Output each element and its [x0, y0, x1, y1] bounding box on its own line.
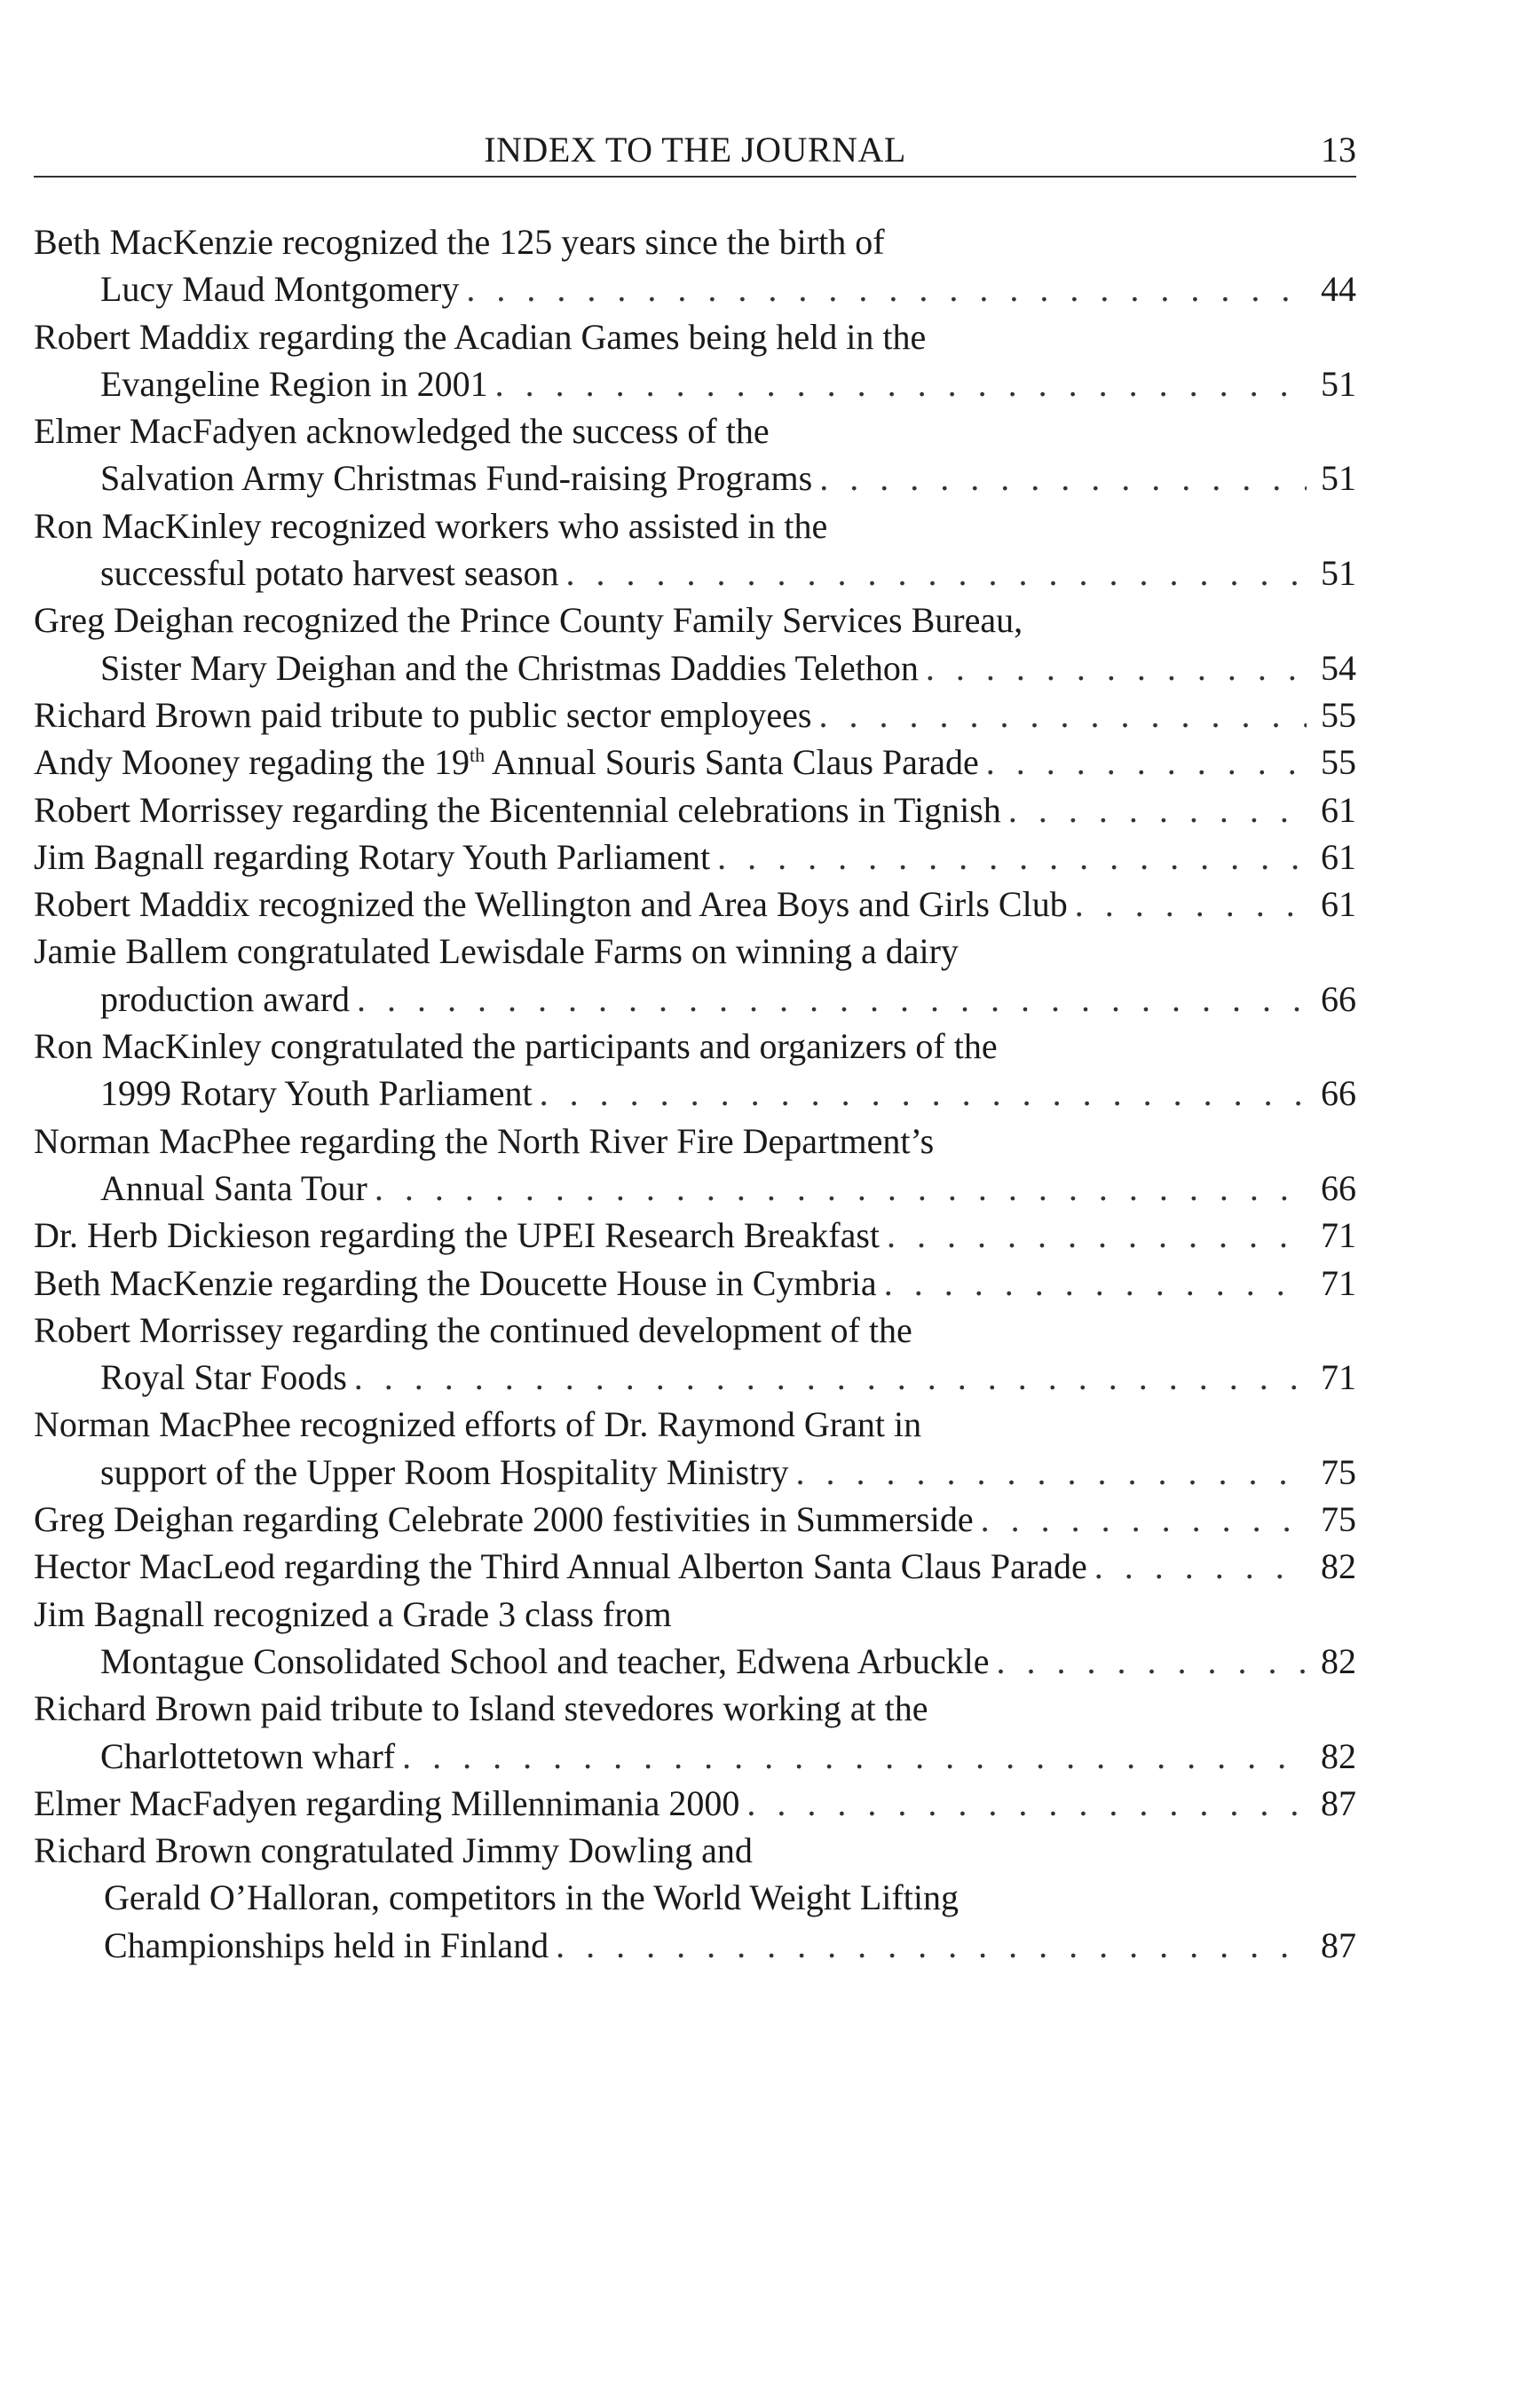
entry-text-part: Sister Mary Deighan and the Christmas Daddies Telethon — [100, 647, 919, 688]
entry-text-part: Lucy Maud Montgomery — [100, 269, 460, 310]
ordinal-superscript: th — [470, 744, 486, 767]
index-entry — [34, 1023, 1356, 1118]
entry-text-part: Jim Bagnall regarding Rotary Youth Parliament — [34, 836, 711, 877]
entry-line-with-page — [34, 881, 1356, 928]
entry-text — [34, 1496, 974, 1543]
entry-text-part: Dr. Herb Dickieson regarding the UPEI Research Breakfast — [34, 1215, 881, 1256]
entry-line-with-page — [34, 786, 1356, 834]
entry-text — [100, 360, 488, 407]
index-entry — [34, 218, 1356, 313]
dot-leader — [746, 1780, 1307, 1827]
entry-line: Norman MacPhee recognized efforts of Dr. Raymond Grant in — [34, 1404, 922, 1445]
entry-line-with-page — [34, 1165, 1356, 1212]
dot-leader — [495, 360, 1307, 407]
entry-line: Ron MacKinley recognized workers who assisted in the — [34, 505, 828, 546]
entry-text — [100, 549, 559, 597]
index-entry — [34, 407, 1356, 502]
entry-line: Norman MacPhee regarding the North River Fire Department’s — [34, 1120, 935, 1161]
entry-text — [100, 454, 812, 502]
entry-text — [100, 976, 350, 1023]
index-entry — [34, 786, 1356, 834]
entry-text-part: production award — [100, 978, 351, 1019]
entry-page-number: 75 — [1321, 1499, 1356, 1540]
entry-page-number: 66 — [1321, 1073, 1356, 1114]
entry-line-with-page — [34, 644, 1356, 691]
entry-text-part: successful potato harvest season — [100, 553, 559, 594]
entry-text — [100, 1354, 347, 1401]
entry-text — [34, 691, 811, 739]
entry-page-number: 54 — [1321, 647, 1356, 688]
entry-line: Greg Deighan recognized the Prince County Family Services Bureau, — [34, 600, 1023, 641]
entry-page-number: 51 — [1321, 458, 1356, 499]
entry-line: Gerald O’Halloran, competitors in the World Weight Lifting — [104, 1877, 959, 1918]
entry-text — [100, 1165, 367, 1212]
entry-line: Richard Brown congratulated Jimmy Dowling and — [34, 1830, 753, 1871]
entry-line-with-page — [34, 1496, 1356, 1543]
entry-line-with-page — [34, 1260, 1356, 1307]
entry-text-part: 1999 Rotary Youth Parliament — [100, 1073, 533, 1114]
entry-text — [100, 1070, 533, 1117]
page-number: 13 — [1321, 130, 1356, 170]
entry-page-number: 82 — [1321, 1735, 1356, 1776]
entry-line-with-page — [34, 691, 1356, 739]
journal-index-page — [34, 124, 1356, 1969]
entry-line-with-page — [34, 265, 1356, 312]
entry-page-number: 71 — [1321, 1262, 1356, 1303]
dot-leader — [402, 1733, 1307, 1780]
entry-text-part: Richard Brown paid tribute to public sector employees — [34, 694, 812, 735]
entry-line: Robert Morrissey regarding the continued development of the — [34, 1309, 912, 1350]
entry-page-number: 61 — [1321, 789, 1356, 830]
entry-page-number: 44 — [1321, 269, 1356, 310]
dot-leader — [818, 691, 1307, 739]
entry-text-part: Evangeline Region in 2001 — [100, 363, 488, 404]
index-entry — [34, 1118, 1356, 1213]
entry-line-with-page — [34, 1780, 1356, 1827]
entry-line: Robert Maddix regarding the Acadian Games being held in the — [34, 316, 927, 357]
dot-leader — [354, 1354, 1307, 1401]
entry-page-number: 51 — [1321, 553, 1356, 594]
entry-line: Jim Bagnall recognized a Grade 3 class from — [34, 1593, 672, 1634]
index-entry — [34, 1496, 1356, 1543]
entry-text — [34, 786, 1001, 834]
entry-text — [34, 1543, 1087, 1590]
entry-page-number: 51 — [1321, 363, 1356, 404]
entry-text — [100, 1449, 789, 1496]
entry-text-part: Salvation Army Christmas Fund-raising Programs — [100, 458, 813, 499]
entry-text — [34, 1260, 877, 1307]
index-entry — [34, 691, 1356, 739]
index-entry — [34, 313, 1356, 408]
entry-page-number: 82 — [1321, 1546, 1356, 1587]
entry-text-part: Andy Mooney regading the 19 — [34, 742, 470, 783]
entry-line-with-page — [34, 360, 1356, 407]
entry-text-part: Robert Morrissey regarding the Bicentennial celebrations in Tignish — [34, 789, 1001, 830]
entry-line-with-page — [34, 834, 1356, 881]
entry-line-with-page — [34, 1070, 1356, 1117]
entry-line-with-page — [34, 1354, 1356, 1401]
dot-leader — [1008, 786, 1307, 834]
dot-leader — [996, 1638, 1307, 1685]
entry-page-number: 87 — [1321, 1924, 1356, 1965]
dot-leader — [466, 265, 1307, 312]
entry-text-part: Greg Deighan regarding Celebrate 2000 festivities in Summerside — [34, 1499, 974, 1540]
entry-text — [100, 644, 919, 691]
entry-line-with-page — [34, 1543, 1356, 1590]
entry-line-with-page — [34, 1212, 1356, 1259]
entry-page-number: 71 — [1321, 1357, 1356, 1398]
entry-text — [34, 739, 979, 786]
entry-line: Elmer MacFadyen acknowledged the success of the — [34, 411, 770, 452]
index-entry — [34, 502, 1356, 597]
entry-text-part: Royal Star Foods — [100, 1357, 347, 1398]
index-entry — [34, 1260, 1356, 1307]
dot-leader — [986, 739, 1307, 786]
entry-text-part: Annual Santa Tour — [100, 1167, 367, 1208]
entry-line: Ron MacKinley congratulated the participants and organizers of the — [34, 1026, 998, 1067]
entry-text-part: Championships held in Finland — [104, 1924, 549, 1965]
running-header — [34, 124, 1356, 178]
entry-text — [34, 1780, 739, 1827]
entry-line-with-page — [34, 976, 1356, 1023]
entry-page-number: 61 — [1321, 836, 1356, 877]
entry-page-number: 75 — [1321, 1451, 1356, 1492]
index-entry — [34, 597, 1356, 691]
dot-leader — [887, 1212, 1307, 1259]
page-title: INDEX TO THE JOURNAL — [484, 130, 906, 170]
index-entry — [34, 1212, 1356, 1259]
index-entry — [34, 834, 1356, 881]
entry-page-number: 55 — [1321, 694, 1356, 735]
index-entry — [34, 1827, 1356, 1969]
entry-text-part: Beth MacKenzie regarding the Doucette House in Cymbria — [34, 1262, 877, 1303]
entry-page-number: 61 — [1321, 884, 1356, 925]
entry-text — [34, 834, 710, 881]
dot-leader — [375, 1165, 1307, 1212]
dot-leader — [1094, 1543, 1307, 1590]
entry-line-with-page — [34, 1733, 1356, 1780]
dot-leader — [819, 454, 1307, 502]
entry-page-number: 71 — [1321, 1215, 1356, 1256]
dot-leader — [540, 1070, 1307, 1117]
entry-text — [34, 881, 1068, 928]
entry-line: Richard Brown paid tribute to Island stevedores working at the — [34, 1688, 928, 1729]
index-entry — [34, 739, 1356, 786]
entry-page-number: 66 — [1321, 1167, 1356, 1208]
entry-line-with-page — [34, 454, 1356, 502]
dot-leader — [357, 976, 1307, 1023]
entry-line: Jamie Ballem congratulated Lewisdale Farms on winning a dairy — [34, 931, 959, 972]
entry-page-number: 55 — [1321, 742, 1356, 783]
entry-text — [34, 1212, 880, 1259]
index-entry — [34, 1401, 1356, 1496]
entry-text-part: Elmer MacFadyen regarding Millennimania 2000 — [34, 1782, 740, 1823]
index-entry — [34, 1591, 1356, 1686]
index-entries-list — [34, 218, 1356, 1969]
index-entry — [34, 1685, 1356, 1780]
entry-line: Beth MacKenzie recognized the 125 years since the birth of — [34, 222, 885, 262]
entry-line-with-page — [34, 1449, 1356, 1496]
dot-leader — [566, 549, 1307, 597]
entry-line-with-page — [34, 1922, 1356, 1969]
entry-text-part: support of the Upper Room Hospitality Ministry — [100, 1451, 789, 1492]
index-entry — [34, 1307, 1356, 1402]
index-entry — [34, 1780, 1356, 1827]
entry-text-part: Charlottetown wharf — [100, 1735, 396, 1776]
entry-text-part: Robert Maddix recognized the Wellington and Area Boys and Girls Club — [34, 884, 1068, 925]
dot-leader — [926, 644, 1307, 691]
index-entry — [34, 1543, 1356, 1590]
entry-line-with-page — [34, 549, 1356, 597]
entry-text-part: Hector MacLeod regarding the Third Annual Alberton Santa Claus Parade — [34, 1546, 1087, 1587]
dot-leader — [1075, 881, 1307, 928]
entry-text — [100, 1638, 989, 1685]
dot-leader — [717, 834, 1307, 881]
index-entry — [34, 928, 1356, 1023]
entry-page-number: 66 — [1321, 978, 1356, 1019]
dot-leader — [796, 1449, 1307, 1496]
index-entry — [34, 881, 1356, 928]
dot-leader — [981, 1496, 1307, 1543]
dot-leader — [884, 1260, 1307, 1307]
entry-page-number: 82 — [1321, 1640, 1356, 1681]
dot-leader — [556, 1922, 1307, 1969]
entry-page-number: 87 — [1321, 1782, 1356, 1823]
entry-text — [100, 265, 459, 312]
entry-text-part: Montague Consolidated School and teacher, Edwena Arbuckle — [100, 1640, 990, 1681]
entry-line-with-page — [34, 739, 1356, 786]
entry-text — [104, 1922, 549, 1969]
entry-text-part: Annual Souris Santa Claus Parade — [485, 742, 979, 783]
entry-line-with-page — [34, 1638, 1356, 1685]
entry-text — [100, 1733, 395, 1780]
